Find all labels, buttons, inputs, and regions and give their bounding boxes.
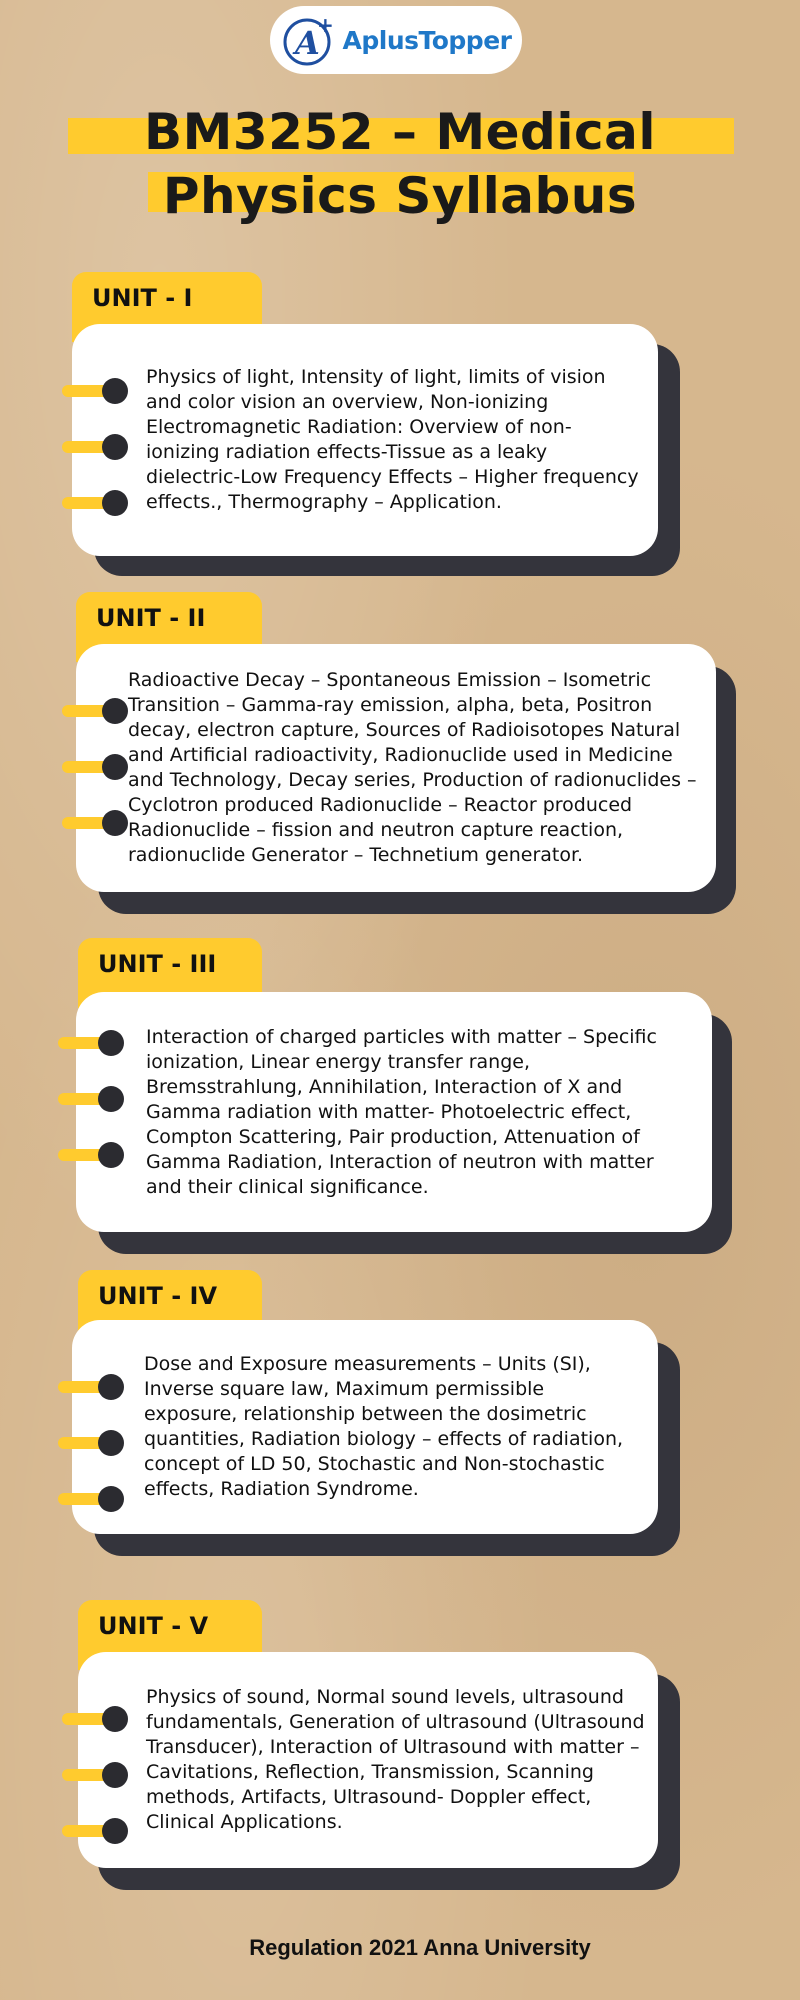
bullet-icon bbox=[62, 810, 128, 836]
unit-2-card bbox=[76, 644, 716, 892]
bullet-icon bbox=[62, 378, 128, 404]
unit-4-card bbox=[72, 1320, 658, 1534]
unit-5-tab: UNIT - V bbox=[78, 1600, 262, 1670]
unit-1-card bbox=[72, 324, 658, 556]
unit-3-text: Interaction of charged particles with matter – Specific ionization, Linear energy transfer range, Bremsstrahlung, Annihilation, Interaction of X and Gamma radiation with matter- Photoelectric effect, Compton Scattering, Pair production, Attenuation of Gamma Radiation, Interaction of neutron with matter and their clinical significance. bbox=[146, 1025, 657, 1198]
unit-4-text: Dose and Exposure measurements – Units (SI), Inverse square law, Maximum permissible exposure, relationship between the dosimetric quantities, Radiation biology – effects of radiation, concept of LD 50, Stochastic and Non-stochastic effects, Radiation Syndrome. bbox=[144, 1353, 624, 1500]
bullet-icon bbox=[58, 1374, 124, 1400]
logo-text: AplusTopper bbox=[342, 25, 512, 55]
bullet-icon bbox=[62, 1762, 128, 1788]
unit-3-tab: UNIT - III bbox=[78, 938, 262, 1008]
page-title bbox=[0, 100, 800, 228]
bullet-icon bbox=[58, 1430, 124, 1456]
bullet-icon bbox=[58, 1142, 124, 1168]
unit-5-card bbox=[78, 1652, 658, 1868]
bullet-icon bbox=[58, 1486, 124, 1512]
aplustopper-logo-icon bbox=[281, 12, 337, 68]
unit-1-tab: UNIT - I bbox=[72, 272, 262, 342]
bullet-icon bbox=[62, 1706, 128, 1732]
bullet-icon bbox=[62, 490, 128, 516]
aplustopper-logo bbox=[270, 6, 522, 74]
bullet-icon bbox=[62, 1818, 128, 1844]
bullet-icon bbox=[62, 434, 128, 460]
bullet-icon bbox=[58, 1030, 124, 1056]
unit-4-tab: UNIT - IV bbox=[78, 1270, 262, 1340]
svg-text:+: + bbox=[316, 13, 334, 37]
title-line-1: BM3252 – Medical bbox=[144, 103, 656, 161]
unit-1-text: Physics of light, Intensity of light, limits of vision and color vision an overview, Non-ionizing Electromagnetic Radiation: Overview of non-ionizing radiation effects-Tissue as a leaky dielectric-Low Frequency Effects – Higher frequency effects., Thermography – Application. bbox=[146, 366, 639, 513]
bullet-icon bbox=[62, 698, 128, 724]
unit-5-text: Physics of sound, Normal sound levels, ultrasound fundamentals, Generation of ultrasound (Ultrasound Transducer), Interaction of Ultrasound with matter – Cavitations, Reflection, Transmission, Scanning methods, Artifacts, Ultrasound- Doppler effect, Clinical Applications. bbox=[146, 1686, 645, 1833]
title-line-2: Physics Syllabus bbox=[162, 167, 638, 225]
unit-2-tab: UNIT - II bbox=[76, 592, 262, 662]
svg-text:A: A bbox=[294, 24, 320, 62]
bullet-icon bbox=[62, 754, 128, 780]
bullet-icon bbox=[58, 1086, 124, 1112]
unit-3-card bbox=[76, 992, 712, 1232]
footer-regulation: Regulation 2021 Anna University bbox=[249, 1935, 591, 1960]
unit-2-text: Radioactive Decay – Spontaneous Emission – Isometric Transition – Gamma-ray emission, alpha, beta, Positron decay, electron capture, Sources of Radioisotopes Natural and Artificial radioactivity, Radionuclide used in Medicine and Technology, Decay series, Production of radionuclides – Cyclotron produced Radionuclide – Reactor produced Radionuclide – fission and neutron capture reaction, radionuclide Generator – Technetium generator. bbox=[128, 669, 697, 866]
